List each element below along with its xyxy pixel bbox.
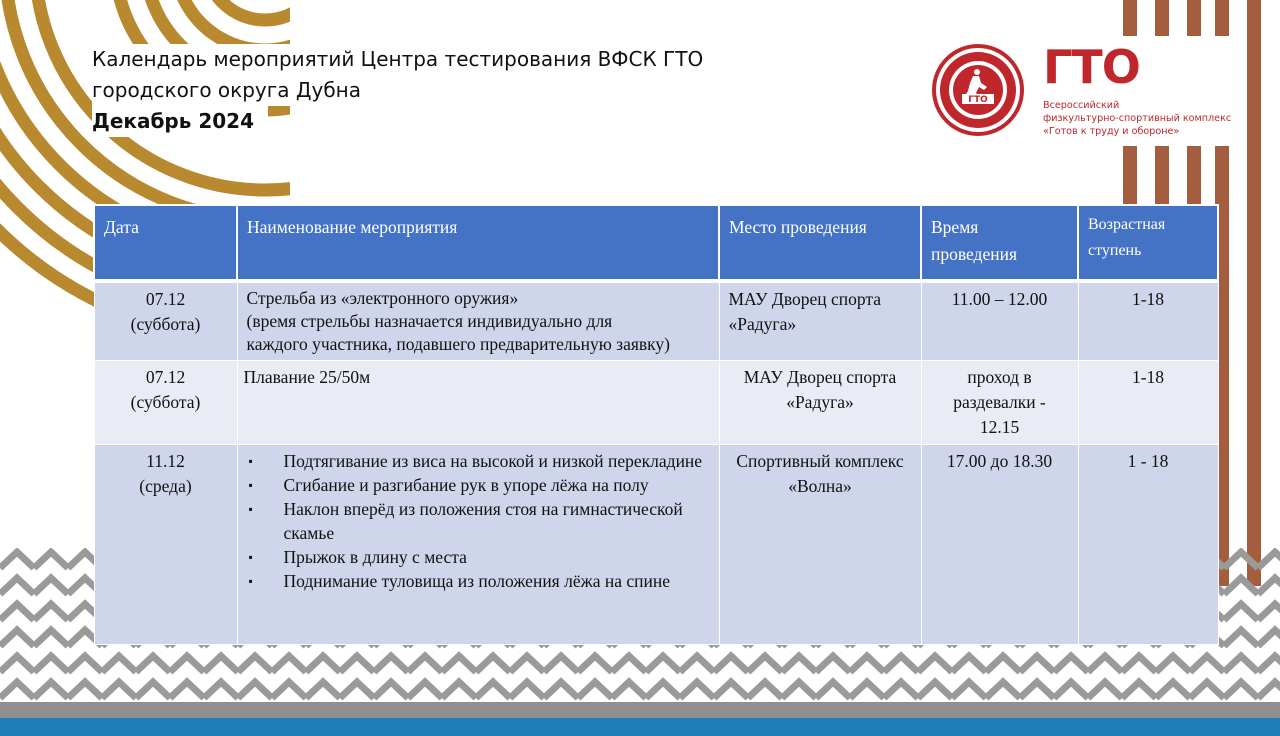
table-row <box>94 361 1218 445</box>
weekday-value: (среда) <box>139 476 192 496</box>
cell-date <box>94 445 237 645</box>
gto-wordmark: ГТО <box>1043 40 1140 94</box>
list-item: ▪ Подтягивание из виса на высокой и низкой перекладине <box>284 449 710 473</box>
weekday-value: (суббота) <box>130 392 201 412</box>
schedule-table <box>93 204 1219 645</box>
cell-event-name <box>237 281 719 361</box>
place-line: Спортивный комплекс <box>736 451 904 471</box>
list-item: ▪ Поднимание туловища из положения лёжа на спине <box>284 569 710 593</box>
date-value: 07.12 <box>145 289 186 309</box>
date-value: 11.12 <box>146 451 185 471</box>
month-label: Декабрь 2024 <box>92 106 268 137</box>
cell-place <box>719 281 921 361</box>
weekday-value: (суббота) <box>130 314 201 334</box>
cell-date <box>94 361 237 445</box>
cell-date <box>94 281 237 361</box>
list-item: ▪ Сгибание и разгибание рук в упоре лёжа на полу <box>284 473 710 497</box>
header-time: Время проведения <box>921 205 1078 281</box>
table-header-row <box>94 205 1218 281</box>
header-age: Возрастная ступень <box>1078 205 1218 281</box>
cell-age: 1-18 <box>1078 281 1218 361</box>
table-row <box>94 281 1218 361</box>
time-line: 12.15 <box>979 417 1020 437</box>
page-title-line1: Календарь мероприятий Центра тестирования ВФСК ГТО <box>92 44 703 75</box>
cell-time: 17.00 до 18.30 <box>921 445 1078 645</box>
gto-caption-line1: Всероссийский <box>1043 100 1120 111</box>
title-block <box>92 44 782 137</box>
table-row <box>94 445 1218 645</box>
event-name-line: (время стрельбы назначается индивидуально для <box>246 311 613 331</box>
place-line: «Волна» <box>788 476 852 496</box>
gto-caption <box>1043 99 1243 138</box>
cell-event-name <box>237 445 719 645</box>
cell-age: 1-18 <box>1078 361 1218 445</box>
place-line: МАУ Дворец спорта <box>728 289 882 309</box>
header-place: Место проведения <box>719 205 921 281</box>
list-item: ▪ Прыжок в длину с места <box>284 545 710 569</box>
emblem-text: ГТО <box>968 95 988 105</box>
cell-time <box>921 361 1078 445</box>
place-line: «Радуга» <box>728 314 797 334</box>
place-line: «Радуга» <box>786 392 854 412</box>
gto-caption-line3: «Готов к труду и обороне» <box>1043 126 1180 137</box>
cell-event-name: Плавание 25/50м <box>237 361 719 445</box>
place-line: МАУ Дворец спорта <box>743 367 897 387</box>
header-name: Наименование мероприятия <box>237 205 719 281</box>
event-name-line: каждого участника, подавшего предварительную заявку) <box>246 334 670 354</box>
time-line: раздевалки - <box>953 392 1046 412</box>
event-name-line: Стрельба из «электронного оружия» <box>246 288 519 308</box>
cell-place <box>719 361 921 445</box>
cell-age: 1 - 18 <box>1078 445 1218 645</box>
cell-time: 11.00 – 12.00 <box>921 281 1078 361</box>
date-value: 07.12 <box>145 367 186 387</box>
header-date: Дата <box>94 205 237 281</box>
exercise-list <box>247 449 710 593</box>
cell-place <box>719 445 921 645</box>
page-title-line2: городского округа Дубна <box>92 75 361 106</box>
list-item: ▪ Наклон вперёд из положения стоя на гимнастической скамье <box>284 497 710 545</box>
time-line: проход в <box>967 367 1032 387</box>
gto-caption-line2: физкультурно-спортивный комплекс <box>1043 113 1232 124</box>
